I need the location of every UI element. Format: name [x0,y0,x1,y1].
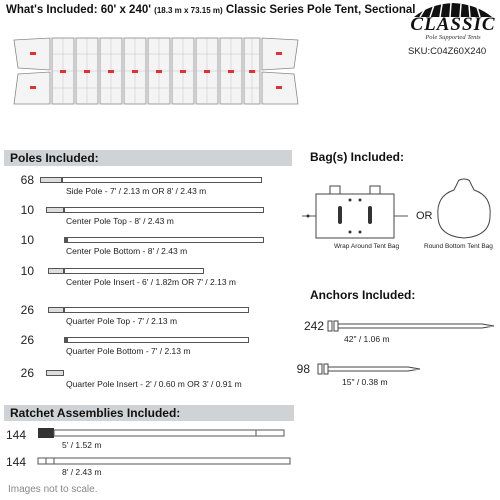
bags-illustration [300,176,500,252]
anchor-stake-short-icon [316,361,422,377]
ratchet-qty: 144 [5,428,26,442]
pole-qty: 10 [20,203,34,217]
round-bag-label: Round Bottom Tent Bag [424,243,493,250]
poles-section-header [4,150,292,166]
ratchet-strap-icon [36,454,292,468]
bags-or-text: OR [416,210,433,222]
anchor-qty: 242 [303,319,324,333]
anchor-label: 15" / 0.38 m [342,377,388,387]
anchor-label: 42" / 1.06 m [344,334,390,344]
pole-insert-graphic [48,268,64,274]
footer-note: Images not to scale. [8,484,98,495]
pole-qty: 68 [20,173,34,187]
ratchet-label: 5' / 1.52 m [62,440,102,450]
pole-qty: 26 [20,303,34,317]
bags-section-header [310,150,495,166]
logo-tagline: Pole Supported Tents [425,34,481,41]
pole-label: Center Pole Bottom - 8' / 2.43 m [66,246,188,256]
pole-graphic [64,307,249,313]
tent-layout-diagram [8,34,304,110]
pole-label: Quarter Pole Top - 7' / 2.13 m [66,316,178,326]
ratchets-section-title: Ratchet Assemblies Included: [10,406,181,420]
anchor-qty: 98 [296,362,310,376]
pole-insert-graphic [40,177,62,183]
anchors-section-title: Anchors Included: [310,288,416,302]
pole-label: Quarter Pole Bottom - 7' / 2.13 m [66,346,191,356]
pole-graphic [64,207,264,213]
pole-graphic [62,177,262,183]
pole-insert-graphic [48,307,64,313]
pole-graphic [64,337,249,343]
classic-logo [410,2,496,48]
poles-section-title: Poles Included: [10,151,99,165]
anchor-stake-long-icon [326,318,496,334]
pole-qty: 26 [20,333,34,347]
logo-wordmark: CLASSIC [410,14,496,35]
page-title [6,4,415,16]
title-main: What's Included: 60' x 240' [6,4,151,16]
pole-label: Side Pole - 7' / 2.13 m OR 8' / 2.43 m [66,186,207,196]
pole-insert-graphic [46,370,64,376]
pole-qty: 10 [20,264,34,278]
title-metric: (18.3 m x 73.15 m) [154,6,223,15]
ratchet-strap-icon [36,426,286,440]
pole-insert-graphic [46,207,64,213]
wrap-around-bag-icon [302,186,408,238]
wrap-bag-label: Wrap Around Tent Bag [334,243,400,250]
anchors-section-header [310,288,495,304]
sku-label: SKU:C04Z60X240 [408,46,487,57]
pole-qty: 26 [20,366,34,380]
pole-label: Center Pole Insert - 6' / 1.82m OR 7' / 2.13 m [66,277,237,287]
ratchet-qty: 144 [5,455,26,469]
pole-graphic [64,237,264,243]
pole-qty: 10 [20,233,34,247]
ratchet-label: 8' / 2.43 m [62,467,102,477]
pole-graphic [64,268,204,274]
pole-label: Quarter Pole Insert - 2' / 0.60 m OR 3' / 0.91 m [66,379,242,389]
pole-label: Center Pole Top - 8' / 2.43 m [66,216,174,226]
bags-section-title: Bag(s) Included: [310,150,405,164]
title-rest: Classic Series Pole Tent, Sectional [225,4,416,16]
ratchets-section-header [4,405,294,421]
round-bottom-bag-icon [438,179,490,238]
